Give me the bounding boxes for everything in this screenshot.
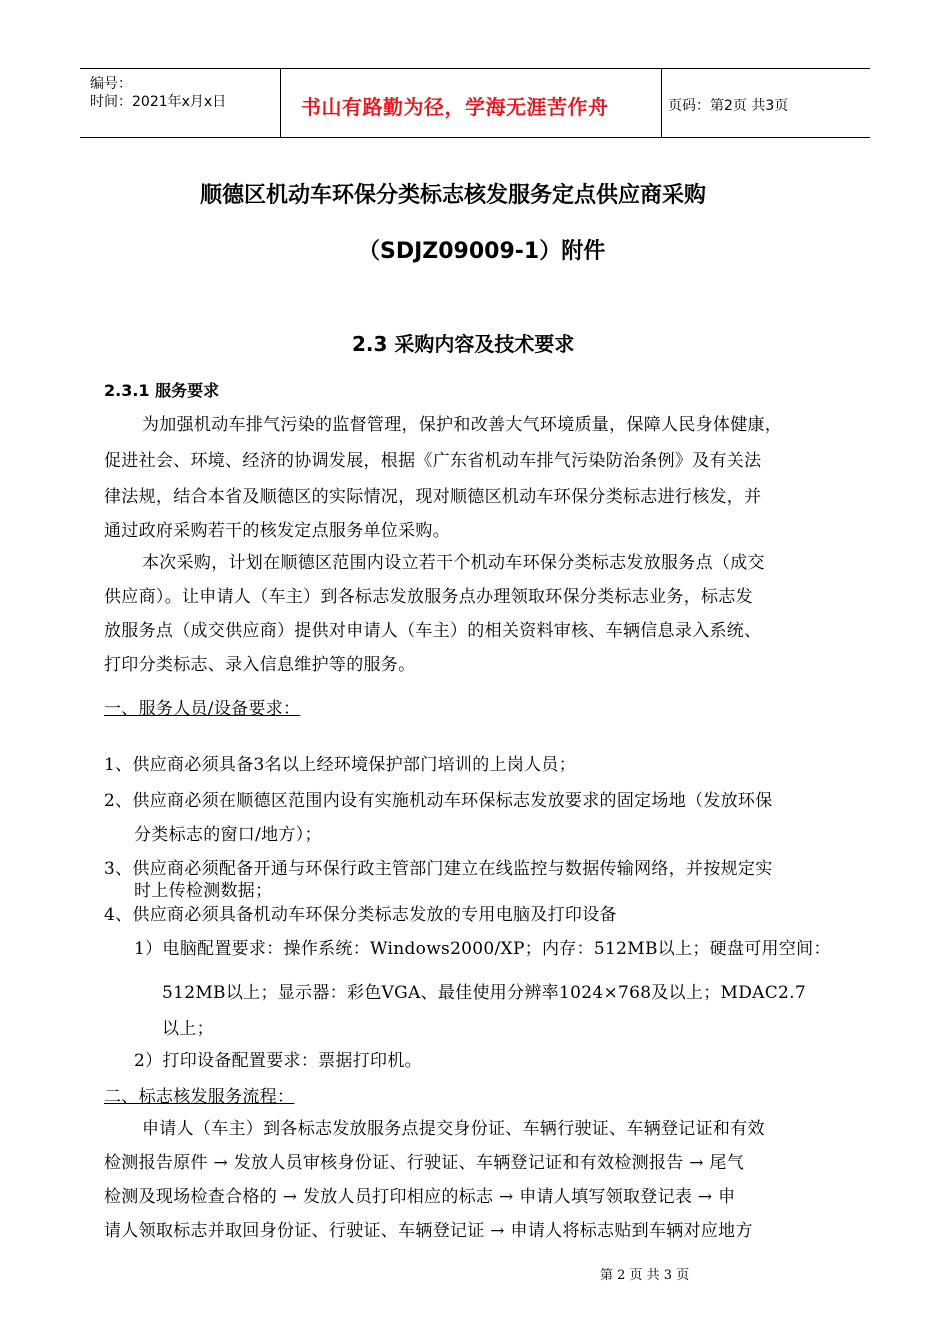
page-label: 页码：第2页 共3页 <box>668 98 789 114</box>
para1-line: 促进社会、环境、经济的协调发展，根据《广东省机动车排气污染防治条例》及有关法 <box>104 451 762 471</box>
para2-line: 本次采购，计划在顺德区范围内设立若干个机动车环保分类标志发放服务点（成交 <box>142 553 765 573</box>
flow-line: 检测报告原件 → 发放人员审核身份证、行驶证、车辆登记证和有效检测报告 → 尾气 <box>104 1153 745 1173</box>
subsection-heading: 2.3.1 服务要求 <box>104 381 220 400</box>
header-page-cell <box>660 69 870 137</box>
para2-line: 供应商）。让申请人（车主）到各标志发放服务点办理领取环保分类标志业务，标志发 <box>104 587 753 607</box>
para1-line: 律法规，结合本省及顺德区的实际情况，现对顺德区机动车环保分类标志进行核发，并 <box>104 487 762 507</box>
motto: 书山有路勤为径，学海无涯苦作舟 <box>301 95 609 119</box>
doc-title-line2: （SDJZ09009-1）附件 <box>358 239 606 264</box>
section-heading: 2.3 采购内容及技术要求 <box>352 332 575 356</box>
requirement-4: 4、供应商必须具备机动车环保分类标志发放的专用电脑及打印设备 <box>104 905 617 925</box>
requirement-4-1: 1）电脑配置要求：操作系统：Windows2000/XP；内存：512MB以上；硬盘可用空间： <box>134 939 831 959</box>
doc-title-line1: 顺德区机动车环保分类标志核发服务定点供应商采购 <box>200 183 707 208</box>
requirement-3-cont: 时上传检测数据； <box>134 881 273 901</box>
para2-line: 放服务点（成交供应商）提供对申请人（车主）的相关资料审核、车辆信息录入系统、 <box>104 621 762 641</box>
requirement-2-cont: 分类标志的窗口/地方）； <box>134 825 322 845</box>
requirement-2: 2、供应商必须在顺德区范围内设有实施机动车环保标志发放要求的固定场地（发放环保 <box>104 791 773 811</box>
header-motto-cell <box>280 69 662 137</box>
requirement-4-1-cont: 512MB以上；显示器：彩色VGA、最佳使用分辨率1024×768及以上；MDAC2.7 <box>162 983 806 1003</box>
heading-two: 二、标志核发服务流程： <box>104 1087 295 1107</box>
requirement-3: 3、供应商必须配备开通与环保行政主管部门建立在线监控与数据传输网络，并按规定实 <box>104 859 773 879</box>
flow-line: 请人领取标志并取回身份证、行驶证、车辆登记证 → 申请人将标志贴到车辆对应地方 <box>104 1221 753 1241</box>
time-label: 时间：2021年x月x日 <box>90 94 227 110</box>
flow-line: 检测及现场检查合格的 → 发放人员打印相应的标志 → 申请人填写领取登记表 → 申 <box>104 1187 736 1207</box>
header-meta-cell <box>80 69 280 137</box>
para1-line: 通过政府采购若干的核发定点服务单位采购。 <box>104 521 450 541</box>
para1-line: 为加强机动车排气污染的监督管理，保护和改善大气环境质量，保障人民身体健康， <box>142 415 783 435</box>
flow-line: 申请人（车主）到各标志发放服务点提交身份证、车辆行驶证、车辆登记证和有效 <box>142 1119 765 1139</box>
page-header <box>80 68 870 138</box>
requirement-1: 1、供应商必须具备3名以上经环境保护部门培训的上岗人员； <box>104 755 577 775</box>
heading-one: 一、服务人员/设备要求： <box>104 699 301 719</box>
requirement-4-1-cont: 以上； <box>162 1019 214 1039</box>
para2-line: 打印分类标志、录入信息维护等的服务。 <box>104 655 416 675</box>
requirement-4-2: 2）打印设备配置要求：票据打印机。 <box>134 1051 422 1071</box>
page-footer: 第 2 页 共 3 页 <box>600 1268 690 1283</box>
serial-label: 编号： <box>90 76 132 92</box>
